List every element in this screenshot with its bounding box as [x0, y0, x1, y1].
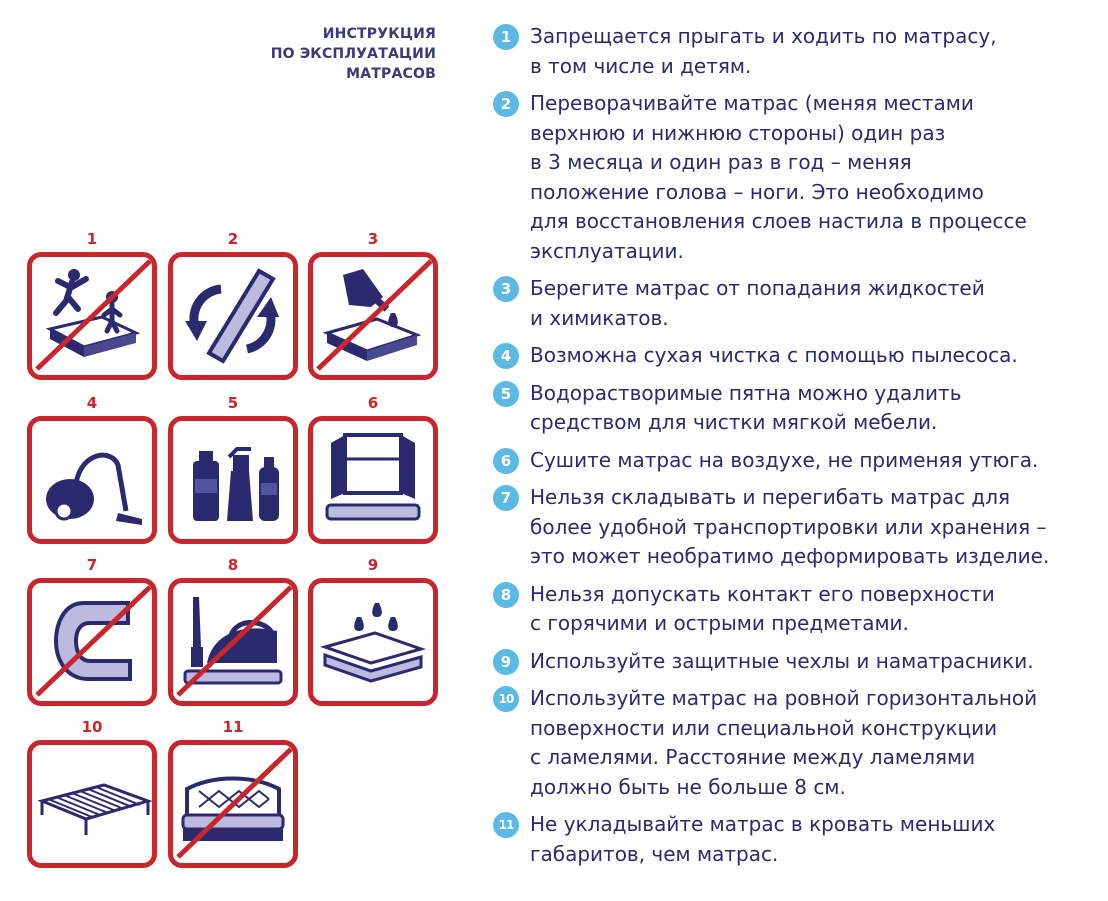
icon-number: 10 — [81, 718, 103, 736]
rule-number-badge: 7 — [493, 485, 519, 511]
icon-number: 4 — [86, 394, 98, 412]
icon-cell-3 — [308, 230, 438, 380]
icon-number: 5 — [227, 394, 239, 412]
icon-number: 8 — [227, 556, 239, 574]
icon-number: 3 — [367, 230, 379, 248]
icon-cell-9 — [308, 556, 438, 706]
rule-text: Водорастворимые пятна можно удалить средством для чистки мягкой мебели. — [530, 380, 962, 434]
icon-cell-6 — [308, 394, 438, 544]
protective-cover-icon — [308, 578, 438, 706]
icon-cell-2 — [168, 230, 298, 380]
rule-number-badge: 3 — [493, 276, 519, 302]
rule-item-6 — [493, 446, 1098, 476]
rules-list — [493, 22, 1098, 877]
rule-item-3 — [493, 274, 1098, 333]
rule-number-badge: 2 — [493, 91, 519, 117]
title-line-2: ПО ЭКСПЛУАТАЦИИ — [270, 46, 436, 62]
rule-item-10 — [493, 684, 1098, 802]
rule-text: Используйте защитные чехлы и наматрасники. — [530, 648, 1034, 673]
rule-number-badge: 1 — [493, 24, 519, 50]
no-hot-sharp-objects-icon — [168, 578, 298, 706]
rule-number-badge: 11 — [493, 812, 519, 838]
cleaning-products-icon — [168, 416, 298, 544]
icon-cell-11 — [168, 718, 298, 868]
air-drying-window-icon — [308, 416, 438, 544]
no-folding-icon — [27, 578, 157, 706]
icon-cell-8 — [168, 556, 298, 706]
icon-cell-1 — [27, 230, 157, 380]
icon-cell-4 — [27, 394, 157, 544]
rule-item-5 — [493, 379, 1098, 438]
rule-text: Нельзя допускать контакт его поверхности с горячими и острыми предметами. — [530, 581, 995, 635]
flip-mattress-icon — [168, 252, 298, 380]
rule-number-badge: 8 — [493, 582, 519, 608]
rule-text: Используйте матрас на ровной горизонтальной поверхности или специальной конструкции с ламелями. Расстояние между ламелями должно быть не больше 8 см. — [530, 686, 1038, 799]
icon-number: 7 — [86, 556, 98, 574]
icon-number: 9 — [367, 556, 379, 574]
rule-item-4 — [493, 341, 1098, 371]
rule-text: Не укладывайте матрас в кровать меньших габаритов, чем матрас. — [530, 812, 996, 866]
icon-cell-5 — [168, 394, 298, 544]
icon-number: 6 — [367, 394, 379, 412]
title-line-1: ИНСТРУКЦИЯ — [322, 26, 436, 42]
vacuum-cleaner-icon — [27, 416, 157, 544]
icon-number: 11 — [222, 718, 244, 736]
rule-item-2 — [493, 89, 1098, 266]
rule-number-badge: 5 — [493, 381, 519, 407]
title-line-3: МАТРАСОВ — [346, 66, 436, 82]
rule-item-7 — [493, 483, 1098, 572]
rule-number-badge: 10 — [493, 686, 519, 712]
rule-text: Запрещается прыгать и ходить по матрасу, в том числе и детям. — [530, 24, 997, 78]
rule-item-1 — [493, 22, 1098, 81]
rule-text: Возможна сухая чистка с помощью пылесоса. — [530, 343, 1018, 367]
no-liquids-icon — [308, 252, 438, 380]
rule-number-badge: 9 — [493, 649, 519, 675]
rule-item-8 — [493, 580, 1098, 639]
rule-number-badge: 4 — [493, 343, 519, 369]
rule-number-badge: 6 — [493, 448, 519, 474]
icon-number: 2 — [227, 230, 239, 248]
rule-text: Нельзя складывать и перегибать матрас для более удобной транспортировки или хранения – это может необратимо деформировать изделие. — [530, 485, 1050, 568]
instruction-title — [136, 24, 436, 84]
rule-text: Переворачивайте матрас (меняя местами верхнюю и нижнюю стороны) один раз в 3 месяца и один раз в год – меняя положение голова – ноги. Это необходимо для восстановления слоев настила в процессе эксплуатации. — [530, 91, 1027, 263]
rule-item-11 — [493, 810, 1098, 869]
no-smaller-bed-icon — [168, 740, 298, 868]
rule-text: Сушите матрас на воздухе, не применяя утюга. — [530, 447, 1039, 472]
icon-number: 1 — [86, 230, 98, 248]
rule-text: Берегите матрас от попадания жидкостей и химикатов. — [530, 276, 985, 330]
slatted-bed-frame-icon — [27, 740, 157, 868]
rule-item-9 — [493, 647, 1098, 677]
no-jumping-icon — [27, 252, 157, 380]
icon-cell-10 — [27, 718, 157, 868]
icon-cell-7 — [27, 556, 157, 706]
